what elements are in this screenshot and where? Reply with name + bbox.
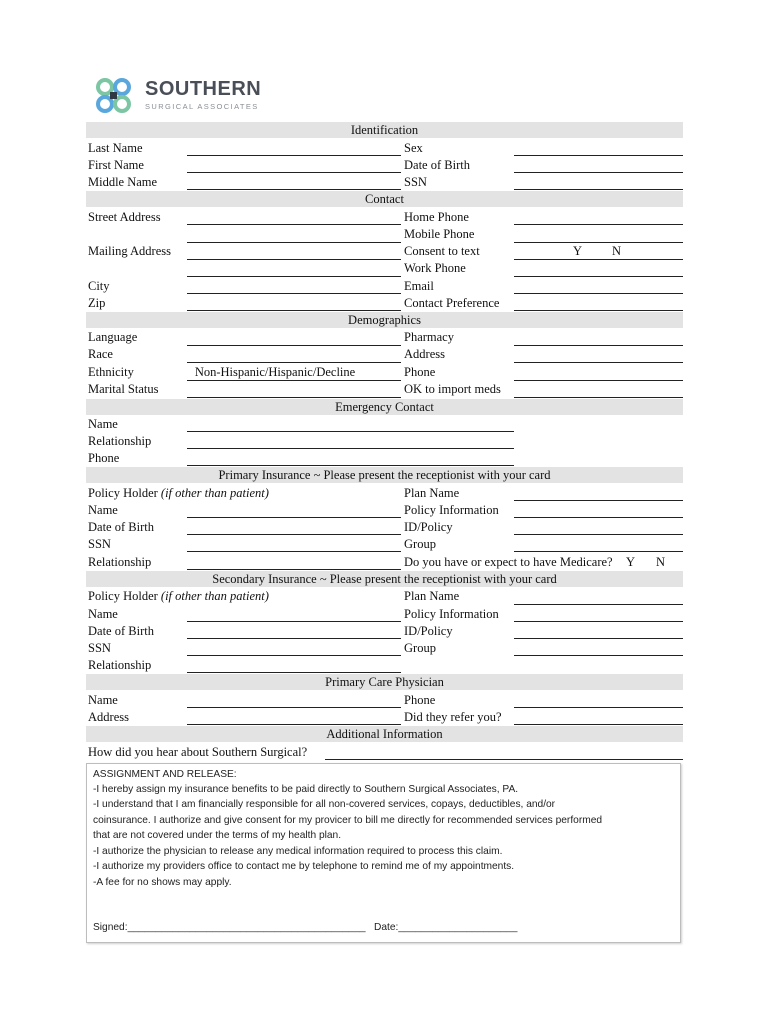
field-mailing-address-2[interactable]	[187, 276, 401, 277]
field-primary-dob[interactable]	[187, 534, 401, 535]
field-marital-status[interactable]	[187, 397, 401, 398]
label-consent-to-text: Consent to text	[404, 244, 480, 258]
label-dob: Date of Birth	[404, 158, 470, 172]
field-primary-name[interactable]	[187, 517, 401, 518]
assignment-line-3: coinsurance. I authorize and give consent for my provicer to bill me directly for recommended services performed	[93, 815, 603, 826]
field-contact-preference[interactable]	[514, 310, 683, 311]
field-email[interactable]	[514, 293, 683, 294]
label-street-address: Street Address	[88, 210, 161, 224]
label-primary-ssn: SSN	[88, 537, 111, 551]
field-secondary-id-policy[interactable]	[514, 638, 683, 639]
field-pharmacy-phone[interactable]	[514, 380, 683, 381]
field-how-heard[interactable]	[325, 759, 683, 760]
field-last-name[interactable]	[187, 155, 401, 156]
field-secondary-group[interactable]	[514, 655, 683, 656]
field-emergency-phone[interactable]	[187, 465, 514, 466]
section-additional-information: Additional Information	[86, 726, 683, 742]
label-pharmacy: Pharmacy	[404, 330, 454, 344]
section-demographics: Demographics	[86, 312, 683, 328]
label-home-phone: Home Phone	[404, 210, 469, 224]
primary-holder-note: (if other than patient)	[160, 486, 269, 500]
field-pharmacy[interactable]	[514, 345, 683, 346]
field-race[interactable]	[187, 362, 401, 363]
field-home-phone[interactable]	[514, 224, 683, 225]
field-sex[interactable]	[514, 155, 683, 156]
section-emergency-contact: Emergency Contact	[86, 399, 683, 415]
field-first-name[interactable]	[187, 172, 401, 173]
signature-field[interactable]: __________________________________________	[127, 922, 366, 933]
field-language[interactable]	[187, 345, 401, 346]
field-secondary-dob[interactable]	[187, 638, 401, 639]
label-primary-relationship: Relationship	[88, 555, 152, 569]
label-mobile-phone: Mobile Phone	[404, 227, 475, 241]
field-pcp-phone[interactable]	[514, 707, 683, 708]
label-primary-policy-holder: Policy Holder (if other than patient)	[88, 486, 269, 500]
label-first-name: First Name	[88, 158, 144, 172]
label-mailing-address: Mailing Address	[88, 244, 171, 258]
label-middle-name: Middle Name	[88, 175, 158, 189]
label-primary-plan-name: Plan Name	[404, 486, 460, 500]
consent-yes-option[interactable]: Y	[573, 244, 583, 258]
label-work-phone: Work Phone	[404, 261, 466, 275]
label-secondary-policy-info: Policy Information	[404, 607, 499, 621]
label-primary-group: Group	[404, 537, 436, 551]
label-ok-import-meds: OK to import meds	[404, 382, 501, 396]
label-primary-id-policy: ID/Policy	[404, 520, 453, 534]
assignment-title: ASSIGNMENT AND RELEASE:	[93, 769, 237, 780]
field-pharmacy-address[interactable]	[514, 362, 683, 363]
assignment-release-box	[86, 763, 681, 943]
field-primary-group[interactable]	[514, 551, 683, 552]
field-work-phone[interactable]	[514, 276, 683, 277]
label-secondary-plan-name: Plan Name	[404, 589, 460, 603]
field-zip[interactable]	[187, 310, 401, 311]
ethnicity-options[interactable]: Non-Hispanic/Hispanic/Decline	[194, 365, 356, 379]
signed-label: Signed:	[93, 922, 128, 933]
label-zip: Zip	[88, 296, 106, 310]
logo	[88, 70, 268, 122]
assignment-line-6: -I authorize my providers office to contact me by telephone to remind me of my appointments.	[93, 861, 515, 872]
section-secondary-insurance: Secondary Insurance ~ Please present the receptionist with your card	[86, 571, 683, 587]
assignment-line-4: that are not covered under the terms of my health plan.	[93, 830, 342, 841]
date-field[interactable]: _____________________	[398, 922, 518, 933]
label-secondary-relationship: Relationship	[88, 658, 152, 672]
field-pcp-refer[interactable]	[514, 724, 683, 725]
field-ssn[interactable]	[514, 189, 683, 190]
medicare-no-option[interactable]: N	[656, 555, 666, 569]
field-secondary-ssn[interactable]	[187, 655, 401, 656]
section-primary-insurance: Primary Insurance ~ Please present the receptionist with your card	[86, 467, 683, 483]
label-language: Language	[88, 330, 138, 344]
assignment-line-5: -I authorize the physician to release any medical information required to process this claim.	[93, 846, 503, 857]
consent-no-option[interactable]: N	[612, 244, 622, 258]
label-city: City	[88, 279, 110, 293]
field-mailing-address[interactable]	[187, 259, 401, 260]
label-secondary-name: Name	[88, 607, 118, 621]
field-secondary-policy-info[interactable]	[514, 621, 683, 622]
label-secondary-id-policy: ID/Policy	[404, 624, 453, 638]
label-emergency-phone: Phone	[88, 451, 120, 465]
field-dob[interactable]	[514, 172, 683, 173]
label-sex: Sex	[404, 141, 423, 155]
field-primary-id-policy[interactable]	[514, 534, 683, 535]
label-marital-status: Marital Status	[88, 382, 159, 396]
label-pcp-address: Address	[88, 710, 129, 724]
date-label: Date:	[374, 922, 399, 933]
label-secondary-policy-holder: Policy Holder (if other than patient)	[88, 589, 269, 603]
label-how-heard: How did you hear about Southern Surgical?	[88, 745, 308, 759]
label-ssn: SSN	[404, 175, 427, 189]
field-pcp-address[interactable]	[187, 724, 401, 725]
field-street-address[interactable]	[187, 224, 401, 225]
label-last-name: Last Name	[88, 141, 143, 155]
field-secondary-relationship[interactable]	[187, 672, 401, 673]
field-pcp-name[interactable]	[187, 707, 401, 708]
label-primary-policy-info: Policy Information	[404, 503, 499, 517]
label-primary-dob: Date of Birth	[88, 520, 154, 534]
label-email: Email	[404, 279, 434, 293]
field-mobile-phone[interactable]	[514, 242, 683, 243]
section-contact: Contact	[86, 191, 683, 207]
label-emergency-name: Name	[88, 417, 118, 431]
field-primary-relationship[interactable]	[187, 569, 401, 570]
field-primary-ssn[interactable]	[187, 551, 401, 552]
brand-name: SOUTHERN	[145, 78, 262, 100]
label-ethnicity: Ethnicity	[88, 365, 134, 379]
brand-subtitle: SURGICAL ASSOCIATES	[145, 102, 259, 111]
field-emergency-relationship[interactable]	[187, 448, 514, 449]
assignment-line-2: -I understand that I am financially responsible for all non-covered services, copays, deductibles, and/or	[93, 799, 556, 810]
label-contact-preference: Contact Preference	[404, 296, 500, 310]
label-pharmacy-phone: Phone	[404, 365, 436, 379]
secondary-holder-note: (if other than patient)	[160, 589, 269, 603]
label-primary-name: Name	[88, 503, 118, 517]
field-secondary-name[interactable]	[187, 621, 401, 622]
field-city[interactable]	[187, 293, 401, 294]
field-consent-to-text[interactable]	[514, 259, 683, 260]
field-middle-name[interactable]	[187, 189, 401, 190]
logo-mark-icon	[88, 70, 140, 122]
assignment-line-1: -I hereby assign my insurance benefits to be paid directly to Southern Surgical Associates, PA.	[93, 784, 519, 795]
label-secondary-dob: Date of Birth	[88, 624, 154, 638]
medicare-yes-option[interactable]: Y	[626, 555, 636, 569]
field-primary-plan-name[interactable]	[514, 500, 683, 501]
signature-row	[93, 922, 517, 934]
label-pharmacy-address: Address	[404, 347, 445, 361]
field-street-address-2[interactable]	[187, 242, 401, 243]
section-primary-care-physician: Primary Care Physician	[86, 674, 683, 690]
field-primary-policy-info[interactable]	[514, 517, 683, 518]
label-emergency-relationship: Relationship	[88, 434, 152, 448]
label-medicare-question: Do you have or expect to have Medicare?	[404, 555, 613, 569]
field-ethnicity[interactable]	[187, 380, 401, 381]
field-ok-import-meds[interactable]	[514, 397, 683, 398]
label-secondary-ssn: SSN	[88, 641, 111, 655]
label-race: Race	[88, 347, 113, 361]
assignment-line-7: -A fee for no shows may apply.	[93, 877, 232, 888]
field-emergency-name[interactable]	[187, 431, 514, 432]
label-secondary-group: Group	[404, 641, 436, 655]
section-identification: Identification	[86, 122, 683, 138]
label-pcp-phone: Phone	[404, 693, 436, 707]
label-pcp-name: Name	[88, 693, 118, 707]
label-pcp-refer: Did they refer you?	[404, 710, 502, 724]
field-secondary-plan-name[interactable]	[514, 604, 683, 605]
